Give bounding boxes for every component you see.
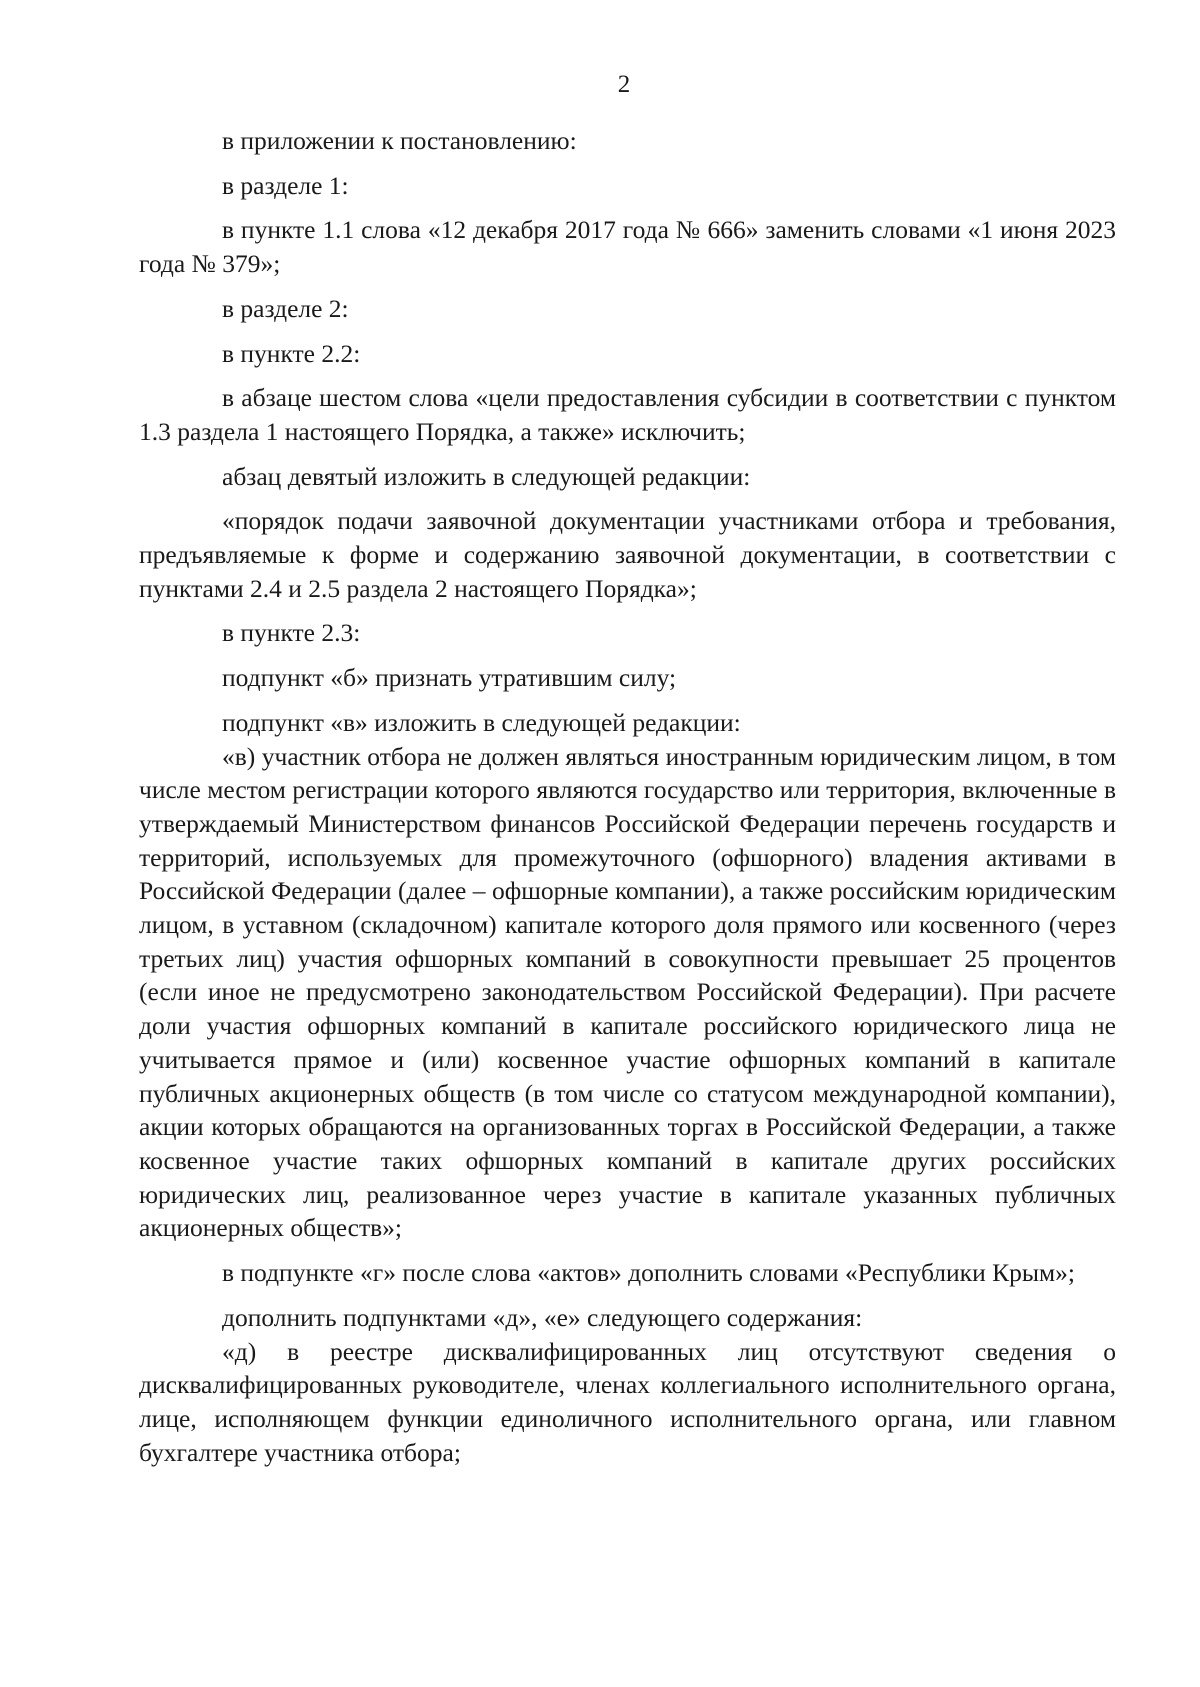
paragraph-subitem-g: в подпункте «г» после слова «актов» дополнить словами «Республики Крым»; — [222, 1258, 1075, 1288]
paragraph-subitem-b: подпункт «б» признать утратившим силу; — [222, 663, 677, 693]
paragraph-subitem-v: подпункт «в» изложить в следующей редакции: — [222, 707, 741, 737]
page-number: 2 — [617, 71, 631, 98]
paragraph-item-2-2: в пункте 2.2: — [222, 338, 361, 368]
paragraph-section-1: в разделе 1: — [222, 170, 349, 200]
paragraph-appendix: в приложении к постановлению: — [222, 126, 577, 155]
paragraph-offshore-requirement: «в) участник отбора не должен являться иностранным юридическим лицом, в том числе местом регистрации которого являются государство или территория, включенные в утверждаемый Министерством финансов Российской Федерации перечень государств и территорий, используемых для промежуточного (офшорного) владения активами в Российской Федерации (далее – офшорные компании), а также российским юридическим лицом, в уставном (складочном) капитале которого доля прямого или косвенного (через третьих лиц) участия офшорных компаний в совокупности превышает 25 процентов (если иное не предусмотрено законодательством Российской Федерации). При расчете доли участия офшорных компаний в капитале российского юридического лица не учитывается прямое и (или) косвенное участие офшорных компаний в капитале публичных акционерных обществ (в том числе со статусом международной компании), акции которых обращаются на организованных торгах в Российской Федерации, а также косвенное участие таких офшорных компаний в капитале других российских юридических лиц, реализованное через участие в капитале указанных публичных акционерных обществ»; — [139, 741, 1116, 1243]
paragraph-ninth-clause: абзац девятый изложить в следующей редакции: — [222, 461, 751, 491]
document-body — [139, 124, 1116, 1469]
paragraph-item-2-3: в пункте 2.3: — [222, 618, 361, 648]
paragraph-disqualified-registry: «д) в реестре дисквалифицированных лиц отсутствуют сведения о дисквалифицированных руководителе, членах коллегиального исполнительного органа, лице, исполняющем функции единоличного исполнительного органа, или главном бухгалтере участника отбора; — [139, 1336, 1116, 1467]
paragraph-section-2: в разделе 2: — [222, 293, 349, 323]
paragraph-submission-order: «порядок подачи заявочной документации участниками отбора и требования, предъявляемые к форме и содержанию заявочной документации, в соответствии с пунктами 2.4 и 2.5 раздела 2 настоящего Порядка»; — [139, 506, 1116, 603]
paragraph-add-subitems: дополнить подпунктами «д», «е» следующего содержания: — [222, 1302, 863, 1332]
paragraph-sixth-clause: в абзаце шестом слова «цели предоставления субсидии в соответствии с пунктом 1.3 раздела 1 настоящего Порядка, а также» исключить; — [139, 383, 1116, 446]
paragraph-item-1-1: в пункте 1.1 слова «12 декабря 2017 года № 666» заменить словами «1 июня 2023 года № 379»; — [139, 215, 1116, 279]
